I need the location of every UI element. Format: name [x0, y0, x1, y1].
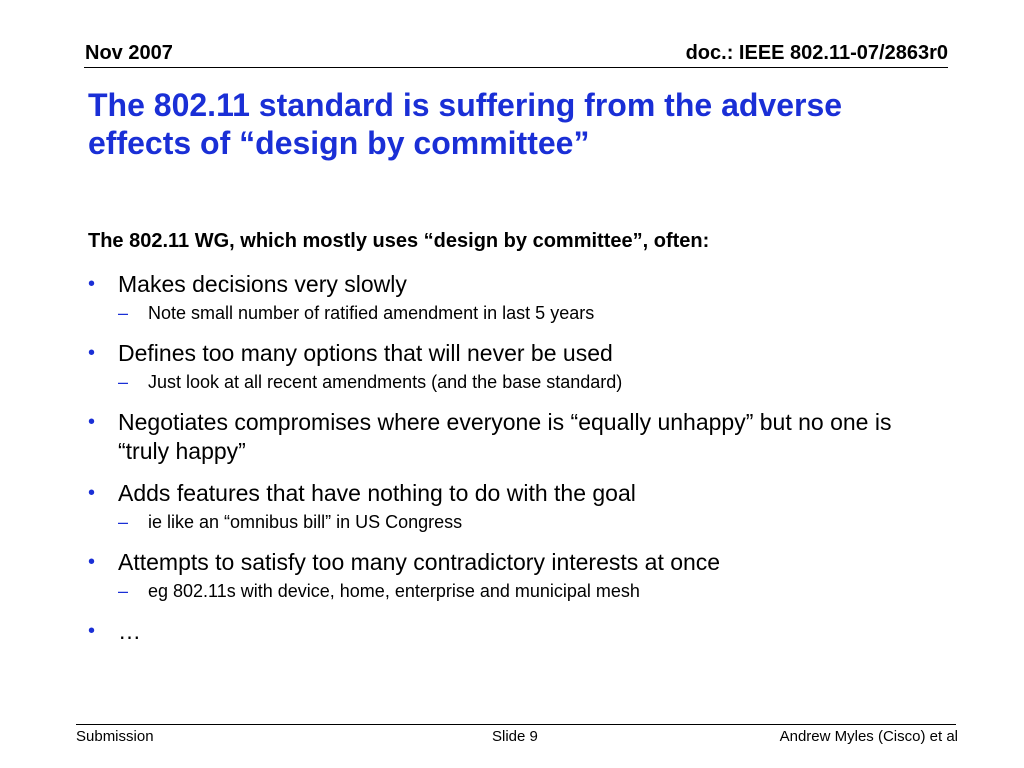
- bullet-text: Makes decisions very slowly: [118, 271, 407, 297]
- sub-bullet-text: ie like an “omnibus bill” in US Congress: [148, 512, 463, 532]
- slide-title-line-1: The 802.11 standard is suffering from the adverse: [88, 87, 843, 123]
- footer-slide-number: Slide 9: [492, 728, 538, 745]
- sub-bullet-item: [118, 300, 928, 326]
- bullet-marker: •: [88, 342, 96, 364]
- bullet-marker: •: [88, 620, 96, 642]
- sub-bullet-item: [118, 369, 928, 395]
- bullet-marker: •: [88, 411, 96, 433]
- sub-bullet-text: Note small number of ratified amendment in last 5 years: [148, 303, 595, 323]
- bullet-list: [88, 270, 928, 659]
- sub-bullet-text: Just look at all recent amendments (and the base standard): [148, 372, 623, 392]
- bullet-marker: •: [88, 482, 96, 504]
- sub-bullet-marker: –: [118, 581, 129, 601]
- slide-title: [88, 86, 948, 162]
- bullet-text: Defines too many options that will never be used: [118, 340, 613, 366]
- sub-bullet-marker: –: [118, 303, 129, 323]
- footer-author: Andrew Myles (Cisco) et al: [779, 728, 958, 745]
- bullet-item: [88, 479, 928, 535]
- bullet-item: [88, 408, 928, 466]
- bullet-item: [88, 270, 928, 326]
- bullet-item: [88, 548, 928, 604]
- sub-bullet-marker: –: [118, 512, 129, 532]
- bullet-item: [88, 617, 928, 646]
- sub-bullet-marker: –: [118, 372, 129, 392]
- bullet-marker: •: [88, 273, 96, 295]
- sub-bullet-item: [118, 509, 928, 535]
- bullet-item: [88, 339, 928, 395]
- slide-title-line-2: effects of “design by committee”: [88, 125, 590, 161]
- slide-intro: The 802.11 WG, which mostly uses “design by committee”, often:: [88, 230, 710, 252]
- bullet-text: Attempts to satisfy too many contradictory interests at once: [118, 549, 721, 575]
- sub-bullet-text: eg 802.11s with device, home, enterprise and municipal mesh: [148, 581, 640, 601]
- bullet-text: Adds features that have nothing to do with the goal: [118, 480, 636, 506]
- header-doc-id: doc.: IEEE 802.11-07/2863r0: [685, 42, 948, 64]
- bullet-marker: •: [88, 551, 96, 573]
- header-date: Nov 2007: [85, 42, 173, 64]
- footer-divider: [76, 724, 956, 725]
- header-divider: [84, 67, 948, 68]
- footer-submission: Submission: [76, 728, 154, 745]
- bullet-text: Negotiates compromises where everyone is “equally unhappy” but no one is “truly happy”: [118, 409, 892, 464]
- sub-bullet-item: [118, 578, 928, 604]
- bullet-text: …: [118, 618, 141, 644]
